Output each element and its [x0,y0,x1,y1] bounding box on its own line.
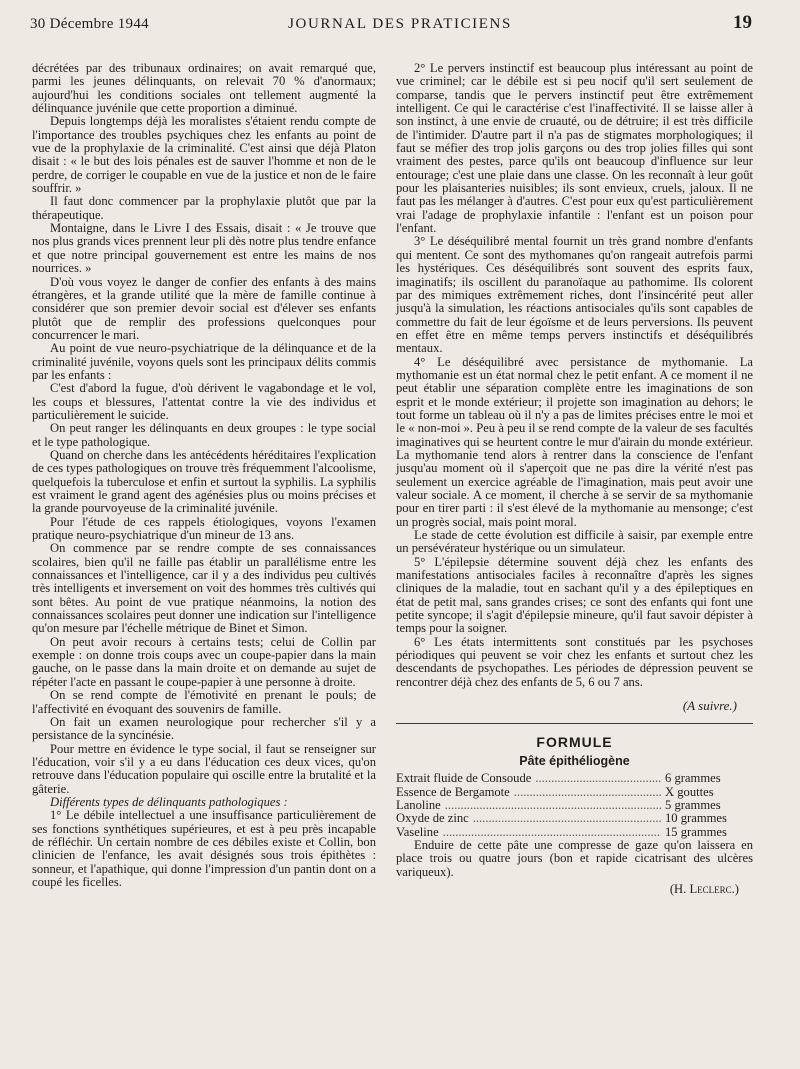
ingredient-name: Vaseline [396,824,439,839]
paragraph: On peut avoir recours à certains tests; celui de Collin par exemple : on donne trois coups avec un coupe-papier dans la main gauche, on le passe dans la main droite et on demande au sujet de répéter l'acte en passant le coupe-papier à une personne à droite. [32,634,376,689]
ingredient-quantity: 15 grammes [665,824,727,839]
author-signature [396,883,739,896]
paragraph: 4° Le déséquilibré avec persistance de mythomanie. La mythomanie est un état normal chez le petit enfant. A ce moment il ne peut établir une séparation complète entre les imaginations de son esprit et le monde extérieur; il projette son imagination au dehors; le tout forme un tableau où il n'y a pas de limites précises entre le moi et le « non-moi ». Peu à peu il se rend compte de la valeur de ses facultés imaginatives qui se heurtent contre le mur d'airain du monde extérieur. La mythomanie tend alors à rentrer dans la conscience de l'enfant jusqu'au moment où il s'aperçoit que ne pas dire la vérité n'est pas seulement un exercice agréable de l'imagination, mais peut avoir une valeur sociale. A ce moment, il cherche à se servir de sa mythomanie pour en tirer parti : il s'est élevé de la mythomanie au mensonge; c'est un progrès social, mais point moral. [396,354,753,529]
formula-instructions: Enduire de cette pâte une compresse de gaze qu'on laissera en place trois ou quatre jours (bon et rapide cicatrisant des ulcères variqueux). [396,838,753,879]
dot-leader [443,826,661,839]
dot-leader [445,799,661,812]
dot-leader [514,786,661,799]
paragraph: On peut ranger les délinquants en deux groupes : le type social et le type pathologique. [32,421,376,449]
signature-name: Leclerc.) [689,882,739,897]
paragraph: Pour l'étude de ces rappels étiologiques, voyons l'examen pratique neuro-psychiatrique d'un mineur de 13 ans. [32,514,376,543]
ingredient-name: Lanoline [396,797,441,812]
issue-date: 30 Décembre 1944 [30,16,149,32]
paragraph: Il faut donc commencer par la prophylaxie plutôt que par la thérapeutique. [32,194,376,222]
dot-leader [535,772,661,785]
ingredient-list [396,772,753,839]
paragraph: 3° Le déséquilibré mental fournit un très grand nombre d'enfants qui mentent. Ce sont des mythomanes qu'on rangeait autrefois parmi les hystériques. Ces déséquilibrés sont souvent des esprits faux, imaginatifs; ils oscillent du paranoïaque au pathomime. Ils colorent par des mimiques extrêmement riches, dont l'insincérité peut aller jusqu'à la simulation, les réactions antisociales qu'ils sont capables de commettre du fait de leur égoïsme et de leurs perversions. Ils peuvent en effet être en même temps pervers instinctifs et déséquilibrés mentaux. [396,234,753,356]
ingredient-row [396,826,753,839]
left-column [32,62,376,889]
ingredient-row [396,799,753,812]
paragraph: Le stade de cette évolution est difficile à saisir, par exemple entre un persévérateur hystérique ou un simulateur. [396,528,753,556]
paragraph: On se rend compte de l'émotivité en prenant le pouls; de l'affectivité en évoquant des souvenirs de famille. [32,688,376,716]
ingredient-quantity: X gouttes [665,784,714,799]
formula-title: FORMULE [536,733,613,750]
ingredient-row [396,772,753,785]
paragraph: décrétées par des tribunaux ordinaires; on avait remarqué que, parmi les jeunes délinquants, on relevait 70 % d'anormaux; aujourd'hui les conditions sociales ont tellement augmenté la délinquance juvénile que cette proportion a diminué. [32,61,376,116]
ingredient-name: Essence de Bergamote [396,784,510,799]
section-divider [396,723,753,724]
ingredient-quantity: 6 grammes [665,771,721,786]
paragraph: D'où vous voyez le danger de confier des enfants à des mains étrangères, et la grande utilité que la mère de famille continue à considérer que son premier devoir social est d'élever ses enfants plutôt que de remplir des professions quelconques pour concurrencer le mari. [32,274,376,342]
ingredient-name: Oxyde de zinc [396,811,469,826]
paragraph: C'est d'abord la fugue, d'où dérivent le vagabondage et le vol, les coups et blessures, l'attentat contre la vie des individus et particulièrement le suicide. [32,381,376,422]
paragraph: Au point de vue neuro-psychiatrique de la délinquance et de la criminalité juvénile, voyons quels sont les principaux délits commis par les enfants : [32,341,376,382]
journal-title: JOURNAL DES PRATICIENS [288,16,512,32]
page-header [0,0,800,44]
signature-prefix: (H. [669,882,687,897]
ingredient-quantity: 5 grammes [665,797,721,812]
ingredient-row [396,812,753,825]
paragraph: 2° Le pervers instinctif est beaucoup plus intéressant au point de vue criminel; car le débile est si peu nocif qu'il sert seulement de comparse, tandis que le pervers instinctif peut être extrêmement intelligent. Ce qui le caractérise c'est l'inaffectivité. Il se laisse aller à son instinct, à une envie de cruauté, ou de détruire; il est très difficile de l'intimider. D'autre part il n'a pas de stigmates morphologiques; il faut se méfier des trop jolis garçons ou des trop jolies filles qui sont vraiment des pestes, parce qu'ils ont beaucoup d'influence sur leur entourage; c'est une plaie dans une classe. On les reconnaît à leur goût pour les plaisanteries nuisibles; ils sont envieux, cruels, jaloux. Il ne faut pas les mélanger à d'autres. C'est pour eux qu'est particulièrement vrai l'adage de prophylaxie infantile : l'enfant est un poison pour l'enfant. [396,61,753,236]
paragraph: 1° Le débile intellectuel a une insuffisance particulièrement de ses fonctions synthétiques supérieures, et est à peu près incapable de réfléchir. Un certain nombre de ces débiles existe et Collin, bon clinicien de l'enfance, les avait désignés sous trois épithètes : sonneur, et l'apathique, qui donne l'impression d'un pantin dont on a coupé les ficelles. [32,808,376,889]
ingredient-row [396,786,753,799]
ingredient-name: Extrait fluide de Consoude [396,771,532,786]
paragraph: 6° Les états intermittents sont constitués par les psychoses périodiques qui peuvent se voir chez les enfants et surtout chez les descendants de psychopathes. Les périodes de dépression peuvent se rencontrer déjà chez des enfants de 5, 6 ou 7 ans. [396,634,753,689]
formula-name: Pâte épithéliogène [519,753,630,768]
page-number: 19 [733,12,752,33]
paragraph: On fait un examen neurologique pour rechercher s'il y a persistance de la syncinésie. [32,714,376,743]
section-subheading: Différents types de délinquants pathologiques : [50,794,288,809]
right-column [396,62,753,897]
paragraph: Quand on cherche dans les antécédents héréditaires l'explication de ces types pathologiques on trouve très fréquemment l'alcoolisme, quelquefois la tuberculose et enfin et surtout la syphilis. La syphilis est vraiment le grand agent des agénésies plus ou moins précises et la grande pourvoyeuse de la criminalité juvénile. [32,447,376,516]
dot-leader [473,812,661,825]
paragraph: On commence par se rendre compte de ses connaissances scolaires, bien qu'il ne faille pas établir un parallélisme entre les connaissances et l'intelligence, car il y a des individus peu cultivés très intelligents et inversement on voit des hommes très cultivés qui sont bêtes. Au point de vue pratique néanmoins, la notion des connaissances scolaires peut donner une indication sur l'intelligence qu'on mesure par l'échelle métrique de Binet et Simon. [32,541,376,636]
formula-box [396,733,753,897]
paragraph: Depuis longtemps déjà les moralistes s'étaient rendu compte de l'importance des troubles psychiques chez les enfants au point de vue de la prophylaxie de la criminalité. C'est ainsi que déjà Platon disait : « le but des lois pénales est de sauver l'homme et non de le perdre, de corriger le coupable en vue de la justice et non de le faire souffrir. » [32,114,376,196]
paragraph: Montaigne, dans le Livre I des Essais, disait : « Je trouve que nos plus grands vices prennent leur pli dès notre plus tendre enfance et que notre principal gouvernement est entre les mains de nos nourrices. » [32,221,376,276]
paragraph: Pour mettre en évidence le type social, il faut se renseigner sur l'éducation, voir s'il y a eu dans l'éducation ces deux vices, qu'on retrouve dans l'éducation populaire qui oscille entre la brutalité et la gâterie. [32,741,376,796]
ingredient-quantity: 10 grammes [665,811,727,826]
paragraph: 5° L'épilepsie détermine souvent déjà chez les enfants des manifestations antisociales faciles à reconnaître d'après les signes cliniques de la maladie, tout en sachant qu'il y a des épileptiques en état de petit mal, sans grandes crises; ce sont des enfants qui font une petite syncope; il s'agit d'épilepsie mineure, qu'il faut savoir dépister à temps pour la soigner. [396,554,753,636]
continued-note: (A suivre.) [682,698,737,714]
